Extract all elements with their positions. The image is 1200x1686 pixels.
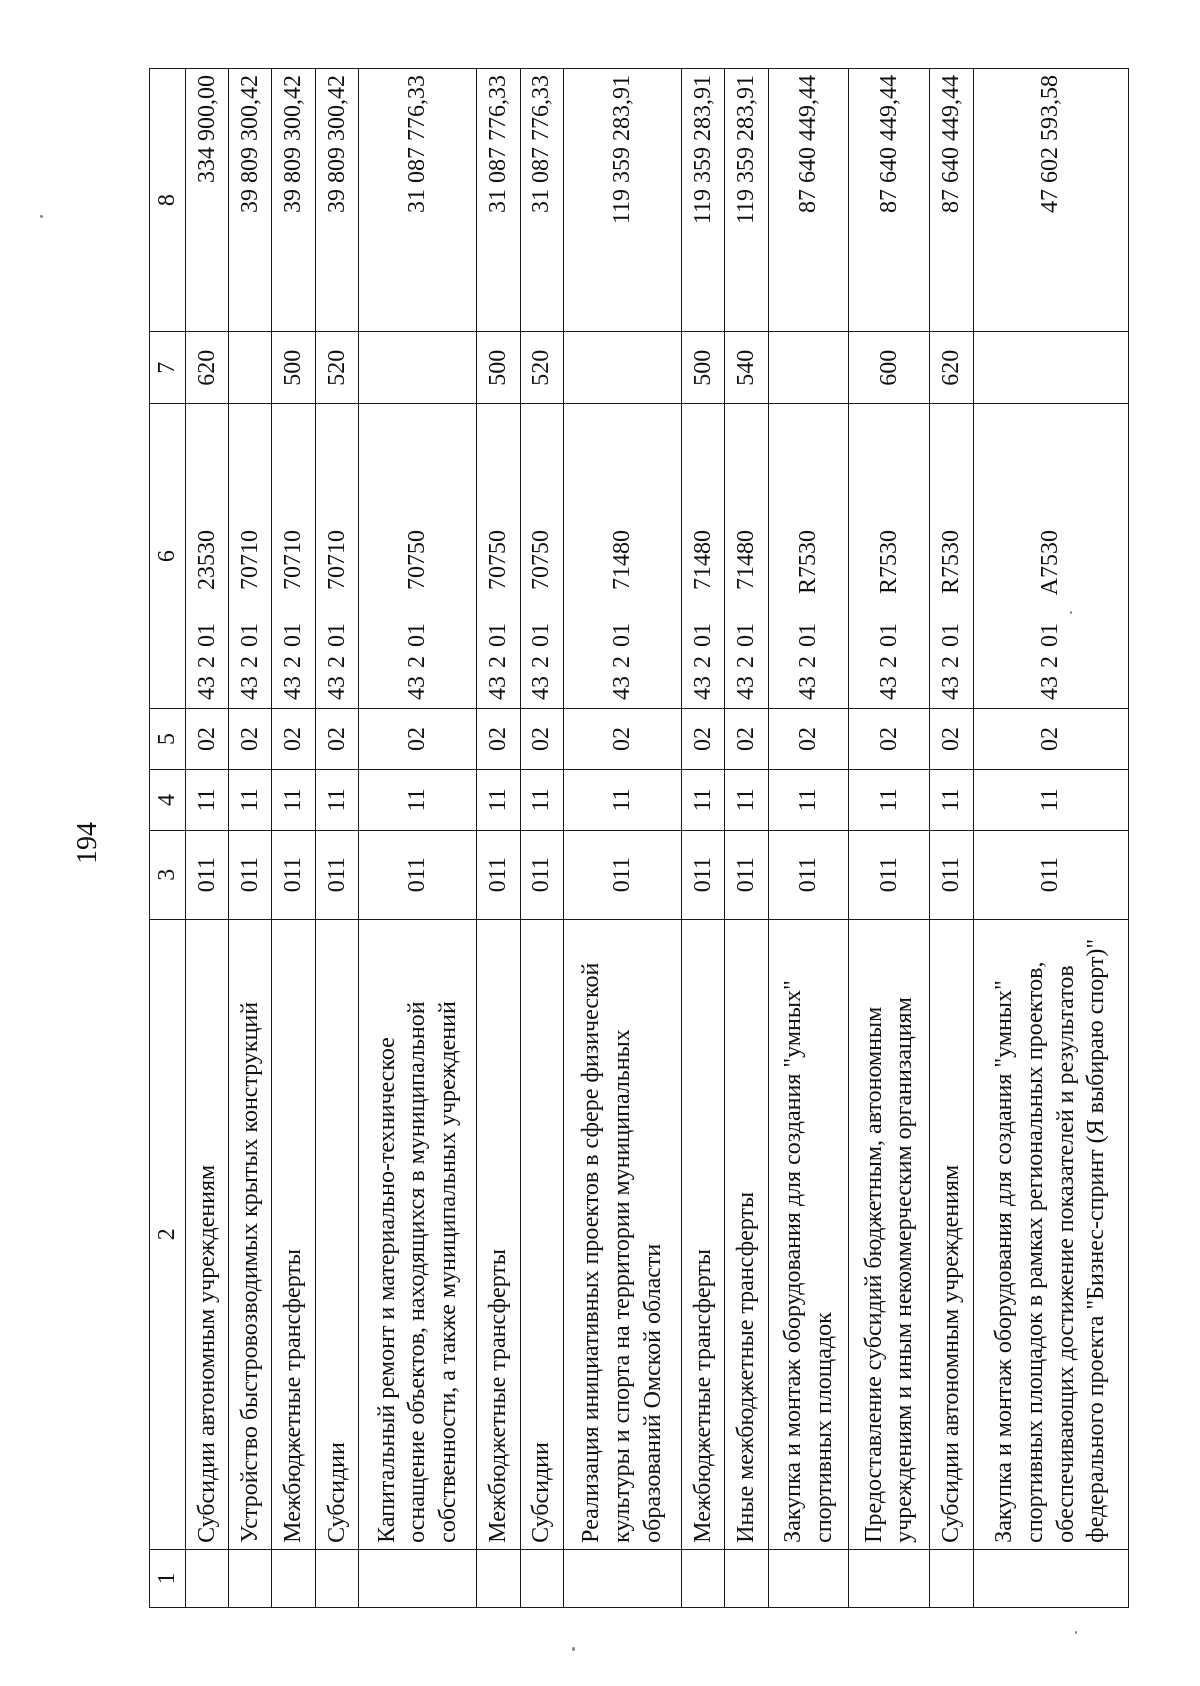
code-col5-cell: 02 <box>477 709 520 770</box>
expense-type-cell: 620 <box>930 332 973 404</box>
table-row <box>973 69 1128 1608</box>
target-article-cell <box>768 404 849 709</box>
row-number-cell <box>682 1549 725 1607</box>
expense-type-cell: 520 <box>520 332 563 404</box>
expense-type-cell: 500 <box>477 332 520 404</box>
row-number-cell <box>520 1549 563 1607</box>
column-header-3: 3 <box>150 830 186 919</box>
target-article-part: 2 <box>689 656 716 669</box>
target-article-part: 43 <box>280 676 307 701</box>
amount-cell: 334 900,00 <box>185 69 228 332</box>
target-article-part: 43 <box>875 676 902 701</box>
expense-type-cell: 620 <box>185 332 228 404</box>
scan-speck <box>40 215 43 218</box>
expense-type-cell <box>359 332 477 404</box>
table-row <box>725 69 768 1608</box>
target-article-part: 43 <box>689 676 716 701</box>
amount-cell: 119 359 283,91 <box>682 69 725 332</box>
amount-cell: 119 359 283,91 <box>725 69 768 332</box>
code-col4-cell: 11 <box>229 769 272 830</box>
target-article-part: 2 <box>485 656 512 669</box>
column-header-5: 5 <box>150 709 186 770</box>
table-row <box>768 69 849 1608</box>
item-name-cell: Субсидии <box>315 919 358 1549</box>
target-article-part: 43 <box>1037 676 1064 701</box>
target-article-part: 43 <box>485 676 512 701</box>
code-col5-cell: 02 <box>725 709 768 770</box>
target-article-part: R7530 <box>875 530 902 595</box>
code-col5-cell: 02 <box>768 709 849 770</box>
table-row <box>185 69 228 1608</box>
code-col3-cell: 011 <box>185 830 228 919</box>
target-article-part: 2 <box>733 656 760 669</box>
column-header-6: 6 <box>150 404 186 709</box>
item-name-cell: Предоставление субсидий бюджетным, автономным учреждениям и иным некоммерческим организациям <box>849 919 930 1549</box>
target-article-part: 01 <box>875 623 902 648</box>
code-col3-cell: 011 <box>229 830 272 919</box>
code-col5-cell: 02 <box>272 709 315 770</box>
table-row <box>229 69 272 1608</box>
target-article-part: 43 <box>795 676 822 701</box>
expense-type-cell: 500 <box>272 332 315 404</box>
table-row <box>315 69 358 1608</box>
item-name-cell: Субсидии автономным учреждениям <box>185 919 228 1549</box>
target-article-part: 01 <box>795 623 822 648</box>
item-name-cell: Иные межбюджетные трансферты <box>725 919 768 1549</box>
code-col4-cell: 11 <box>359 769 477 830</box>
code-col3-cell: 011 <box>359 830 477 919</box>
row-number-cell <box>315 1549 358 1607</box>
row-number-cell <box>229 1549 272 1607</box>
table-row <box>682 69 725 1608</box>
target-article-part: 70750 <box>404 530 431 591</box>
target-article-part: 43 <box>609 676 636 701</box>
item-name-cell: Межбюджетные трансферты <box>272 919 315 1549</box>
expense-type-cell <box>563 332 681 404</box>
table-row <box>930 69 973 1608</box>
target-article-part: 2 <box>528 656 555 669</box>
target-article-part: 43 <box>404 676 431 701</box>
target-article-part: 2 <box>795 656 822 669</box>
code-col5-cell: 02 <box>520 709 563 770</box>
amount-cell: 39 809 300,42 <box>229 69 272 332</box>
amount-cell: 31 087 776,33 <box>477 69 520 332</box>
target-article-part: 2 <box>937 656 964 669</box>
code-col5-cell: 02 <box>849 709 930 770</box>
table-row <box>849 69 930 1608</box>
budget-table <box>149 68 1129 1608</box>
row-number-cell <box>973 1549 1128 1607</box>
target-article-part: 01 <box>323 623 350 648</box>
scan-speck <box>1075 1631 1077 1634</box>
target-article-part: 43 <box>937 676 964 701</box>
target-article-part: 2 <box>236 656 263 669</box>
expense-type-cell: 540 <box>725 332 768 404</box>
header-row <box>150 69 186 1608</box>
column-header-2: 2 <box>150 919 186 1549</box>
target-article-cell <box>272 404 315 709</box>
target-article-part: 71480 <box>733 530 760 591</box>
target-article-part: 70710 <box>236 530 263 591</box>
code-col4-cell: 11 <box>520 769 563 830</box>
code-col3-cell: 011 <box>725 830 768 919</box>
target-article-part: 01 <box>236 623 263 648</box>
code-col4-cell: 11 <box>185 769 228 830</box>
expense-type-cell <box>768 332 849 404</box>
target-article-cell <box>930 404 973 709</box>
rotated-table-wrapper <box>149 68 1129 1608</box>
target-article-cell <box>973 404 1128 709</box>
target-article-part: 2 <box>280 656 307 669</box>
target-article-part: 43 <box>733 676 760 701</box>
target-article-part: R7530 <box>795 530 822 595</box>
code-col3-cell: 011 <box>930 830 973 919</box>
target-article-part: 2 <box>193 656 220 669</box>
target-article-part: R7530 <box>937 530 964 595</box>
row-number-cell <box>272 1549 315 1607</box>
target-article-part: 01 <box>689 623 716 648</box>
code-col4-cell: 11 <box>563 769 681 830</box>
column-header-4: 4 <box>150 769 186 830</box>
row-number-cell <box>185 1549 228 1607</box>
item-name-cell: Устройство быстровозводимых крытых конструкций <box>229 919 272 1549</box>
code-col4-cell: 11 <box>682 769 725 830</box>
target-article-part: 70750 <box>485 530 512 591</box>
target-article-cell <box>563 404 681 709</box>
target-article-part: 2 <box>404 656 431 669</box>
code-col3-cell: 011 <box>520 830 563 919</box>
page-number: 194 <box>72 822 103 864</box>
item-name-cell: Субсидии <box>520 919 563 1549</box>
row-number-cell <box>477 1549 520 1607</box>
target-article-part: 2 <box>875 656 902 669</box>
target-article-cell <box>477 404 520 709</box>
target-article-part: 01 <box>280 623 307 648</box>
amount-cell: 31 087 776,33 <box>520 69 563 332</box>
code-col3-cell: 011 <box>315 830 358 919</box>
target-article-part: 01 <box>485 623 512 648</box>
column-header-8: 8 <box>150 69 186 332</box>
expense-type-cell: 500 <box>682 332 725 404</box>
code-col4-cell: 11 <box>849 769 930 830</box>
item-name-cell: Капитальный ремонт и материально-техническое оснащение объектов, находящихся в муниципальной собственности, а также муниципальных учреждений <box>359 919 477 1549</box>
table-row <box>477 69 520 1608</box>
code-col3-cell: 011 <box>682 830 725 919</box>
code-col4-cell: 11 <box>930 769 973 830</box>
column-header-1: 1 <box>150 1549 186 1607</box>
code-col4-cell: 11 <box>315 769 358 830</box>
scan-speck <box>1070 611 1072 614</box>
amount-cell: 31 087 776,33 <box>359 69 477 332</box>
target-article-part: 71480 <box>689 530 716 591</box>
code-col3-cell: 011 <box>272 830 315 919</box>
code-col4-cell: 11 <box>973 769 1128 830</box>
item-name-cell: Закупка и монтаж оборудования для создания "умных" спортивных площадок в рамках региональных проектов, обеспечивающих достижение показателей и результатов федерального проекта "Бизнес-спринт (Я выбираю спорт)" <box>973 919 1128 1549</box>
item-name-cell: Субсидии автономным учреждениям <box>930 919 973 1549</box>
code-col5-cell: 02 <box>229 709 272 770</box>
target-article-part: 43 <box>193 676 220 701</box>
target-article-part: 01 <box>404 623 431 648</box>
amount-cell: 119 359 283,91 <box>563 69 681 332</box>
target-article-part: 70710 <box>280 530 307 591</box>
target-article-part: 01 <box>193 623 220 648</box>
item-name-cell: Реализация инициативных проектов в сфере физической культуры и спорта на территории муниципальных образований Омской области <box>563 919 681 1549</box>
code-col3-cell: 011 <box>563 830 681 919</box>
amount-cell: 87 640 449,44 <box>849 69 930 332</box>
target-article-cell <box>682 404 725 709</box>
target-article-part: 43 <box>236 676 263 701</box>
target-article-part: A7530 <box>1037 530 1064 596</box>
target-article-part: 43 <box>323 676 350 701</box>
code-col3-cell: 011 <box>849 830 930 919</box>
target-article-part: 2 <box>323 656 350 669</box>
table-body <box>185 69 1128 1608</box>
target-article-part: 23530 <box>193 530 220 591</box>
target-article-part: 2 <box>609 656 636 669</box>
code-col5-cell: 02 <box>973 709 1128 770</box>
target-article-part: 01 <box>609 623 636 648</box>
target-article-part: 70710 <box>323 530 350 591</box>
target-article-part: 01 <box>528 623 555 648</box>
code-col5-cell: 02 <box>315 709 358 770</box>
code-col4-cell: 11 <box>768 769 849 830</box>
target-article-part: 43 <box>528 676 555 701</box>
scan-speck <box>572 1647 575 1651</box>
code-col3-cell: 011 <box>973 830 1128 919</box>
table-row <box>272 69 315 1608</box>
item-name-cell: Межбюджетные трансферты <box>477 919 520 1549</box>
table-row <box>359 69 477 1608</box>
target-article-cell <box>520 404 563 709</box>
amount-cell: 87 640 449,44 <box>930 69 973 332</box>
code-col5-cell: 02 <box>563 709 681 770</box>
code-col5-cell: 02 <box>682 709 725 770</box>
table-row <box>563 69 681 1608</box>
target-article-cell <box>849 404 930 709</box>
code-col3-cell: 011 <box>477 830 520 919</box>
code-col5-cell: 02 <box>359 709 477 770</box>
target-article-cell <box>185 404 228 709</box>
row-number-cell <box>359 1549 477 1607</box>
code-col5-cell: 02 <box>185 709 228 770</box>
amount-cell: 39 809 300,42 <box>315 69 358 332</box>
amount-cell: 39 809 300,42 <box>272 69 315 332</box>
target-article-cell <box>725 404 768 709</box>
expense-type-cell <box>229 332 272 404</box>
target-article-part: 01 <box>733 623 760 648</box>
row-number-cell <box>768 1549 849 1607</box>
target-article-cell <box>359 404 477 709</box>
table-row <box>520 69 563 1608</box>
expense-type-cell <box>973 332 1128 404</box>
code-col4-cell: 11 <box>725 769 768 830</box>
target-article-part: 01 <box>937 623 964 648</box>
row-number-cell <box>930 1549 973 1607</box>
target-article-cell <box>315 404 358 709</box>
target-article-part: 2 <box>1037 656 1064 669</box>
target-article-cell <box>229 404 272 709</box>
target-article-part: 71480 <box>609 530 636 591</box>
code-col4-cell: 11 <box>477 769 520 830</box>
row-number-cell <box>849 1549 930 1607</box>
code-col5-cell: 02 <box>930 709 973 770</box>
code-col4-cell: 11 <box>272 769 315 830</box>
target-article-part: 01 <box>1037 623 1064 648</box>
target-article-part: 70750 <box>528 530 555 591</box>
expense-type-cell: 600 <box>849 332 930 404</box>
amount-cell: 87 640 449,44 <box>768 69 849 332</box>
row-number-cell <box>725 1549 768 1607</box>
column-header-7: 7 <box>150 332 186 404</box>
code-col3-cell: 011 <box>768 830 849 919</box>
expense-type-cell: 520 <box>315 332 358 404</box>
row-number-cell <box>563 1549 681 1607</box>
item-name-cell: Межбюджетные трансферты <box>682 919 725 1549</box>
amount-cell: 47 602 593,58 <box>973 69 1128 332</box>
item-name-cell: Закупка и монтаж оборудования для создания "умных" спортивных площадок <box>768 919 849 1549</box>
